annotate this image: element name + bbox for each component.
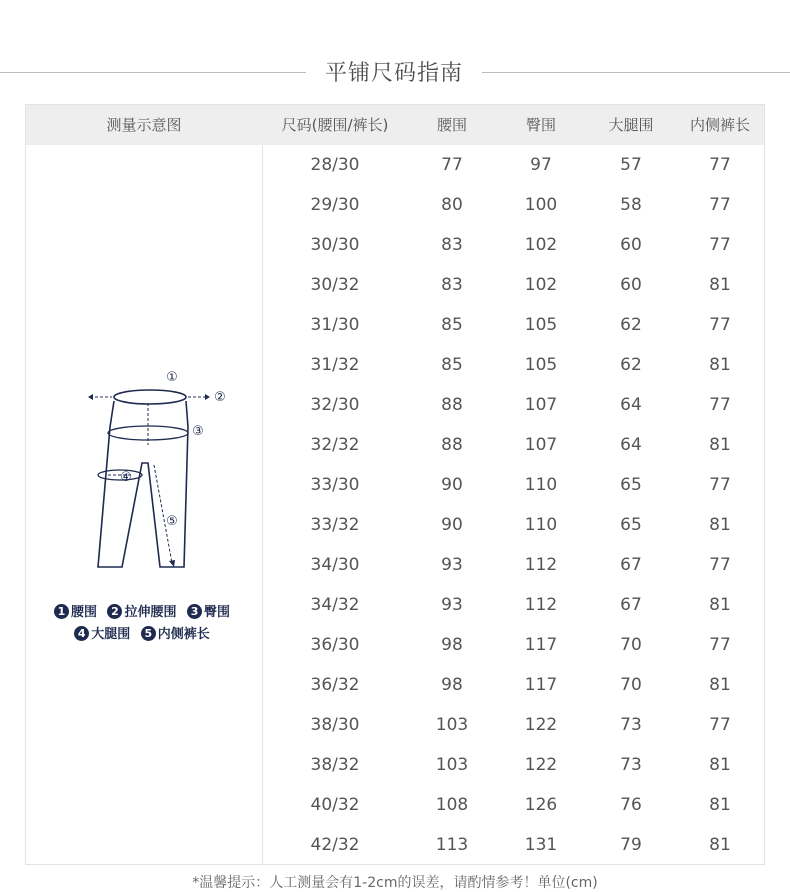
table-row (262, 705, 764, 745)
size-cell: 42/32 (310, 835, 360, 855)
waist-cell: 85 (441, 355, 463, 375)
table-row (262, 545, 764, 585)
size-cell: 30/30 (310, 235, 360, 255)
thigh-cell: 76 (620, 795, 642, 815)
hip-cell: 126 (524, 795, 558, 815)
waist-cell: 108 (435, 795, 469, 815)
hip-cell: 105 (524, 355, 558, 375)
hip-cell: 122 (524, 755, 558, 775)
hip-cell: 102 (524, 275, 558, 295)
header-hip: 臀围 (525, 116, 556, 134)
waist-cell: 93 (441, 555, 463, 575)
size-cell: 33/30 (310, 475, 360, 495)
title-row (0, 52, 790, 92)
thigh-cell: 64 (620, 435, 642, 455)
header-diagram: 测量示意图 (106, 116, 182, 134)
table-row (262, 425, 764, 465)
thigh-cell: 62 (620, 355, 642, 375)
table-row (262, 585, 764, 625)
size-cell: 36/30 (310, 635, 360, 655)
inseam-cell: 77 (709, 155, 731, 175)
header-size: 尺码(腰围/裤长) (281, 116, 389, 134)
size-cell: 40/32 (310, 795, 360, 815)
waist-cell: 93 (441, 595, 463, 615)
thigh-cell: 60 (620, 235, 642, 255)
legend-item-waist: 1 腰围 (54, 605, 97, 620)
footnote: *温馨提示：人工测量会有1-2cm的误差，请酌情参考！单位(cm) (192, 875, 598, 891)
waist-cell: 85 (441, 315, 463, 335)
inseam-cell: 77 (709, 555, 731, 575)
table-row (262, 225, 764, 265)
table-row (262, 625, 764, 665)
table-header (26, 105, 764, 145)
hip-cell: 112 (524, 555, 558, 575)
thigh-cell: 79 (620, 835, 642, 855)
size-cell: 31/32 (310, 355, 360, 375)
inseam-cell: 81 (709, 835, 731, 855)
thigh-cell: 73 (620, 715, 642, 735)
marker-2: ② (214, 390, 226, 405)
arrowhead-inseam (169, 560, 175, 567)
header-thigh: 大腿围 (608, 116, 654, 134)
marker-1: ① (166, 370, 178, 385)
table-row (262, 785, 764, 825)
waistband-shape (114, 390, 186, 404)
hip-cell: 117 (524, 635, 558, 655)
hip-cell: 110 (524, 475, 558, 495)
waist-cell: 88 (441, 435, 463, 455)
table-row (262, 825, 764, 865)
size-cell: 30/32 (310, 275, 360, 295)
thigh-cell: 67 (620, 595, 642, 615)
thigh-cell: 73 (620, 755, 642, 775)
inseam-cell: 81 (709, 355, 731, 375)
thigh-cell: 70 (620, 675, 642, 695)
thigh-cell: 58 (620, 195, 642, 215)
hip-cell: 105 (524, 315, 558, 335)
table-row (262, 745, 764, 785)
inseam-cell: 77 (709, 715, 731, 735)
table-row (262, 385, 764, 425)
thigh-cell: 70 (620, 635, 642, 655)
waist-cell: 103 (435, 755, 469, 775)
waist-cell: 98 (441, 675, 463, 695)
inseam-cell: 81 (709, 795, 731, 815)
size-cell: 36/32 (310, 675, 360, 695)
waist-cell: 83 (441, 235, 463, 255)
table-row (262, 465, 764, 505)
size-cell: 29/30 (310, 195, 360, 215)
waist-cell: 88 (441, 395, 463, 415)
waist-cell: 113 (435, 835, 469, 855)
inseam-cell: 81 (709, 275, 731, 295)
inseam-cell: 81 (709, 435, 731, 455)
inseam-cell: 77 (709, 315, 731, 335)
thigh-cell: 65 (620, 515, 642, 535)
inseam-cell: 81 (709, 515, 731, 535)
inseam-cell: 77 (709, 475, 731, 495)
pants-diagram (86, 367, 256, 597)
table-row (262, 305, 764, 345)
thigh-cell: 67 (620, 555, 642, 575)
header-waist: 腰围 (436, 116, 467, 134)
hip-cell: 131 (524, 835, 558, 855)
size-cell: 32/30 (310, 395, 360, 415)
table-row (262, 665, 764, 705)
legend-item-stretch-waist: 2 拉伸腰围 (107, 605, 176, 620)
inseam-cell: 77 (709, 395, 731, 415)
table-row (262, 345, 764, 385)
size-cell: 38/32 (310, 755, 360, 775)
title-divider-right (482, 72, 790, 73)
size-cell: 38/30 (310, 715, 360, 735)
measurement-diagram-cell (26, 145, 263, 864)
header-inseam: 内侧裤长 (689, 116, 750, 134)
size-cell: 34/30 (310, 555, 360, 575)
table-row (262, 505, 764, 545)
legend-line-2 (40, 623, 250, 642)
waist-cell: 90 (441, 475, 463, 495)
page-title: 平铺尺码指南 (324, 61, 463, 86)
size-cell: 34/32 (310, 595, 360, 615)
hip-cell: 100 (524, 195, 558, 215)
hip-cell: 107 (524, 435, 558, 455)
waist-cell: 103 (435, 715, 469, 735)
marker-3: ③ (192, 424, 204, 439)
marker-4: ④ (120, 470, 132, 485)
thigh-cell: 57 (620, 155, 642, 175)
inseam-cell: 81 (709, 675, 731, 695)
legend-line-1 (40, 601, 250, 620)
waist-cell: 98 (441, 635, 463, 655)
inseam-cell: 77 (709, 635, 731, 655)
marker-5: ⑤ (166, 514, 178, 529)
waist-cell: 80 (441, 195, 463, 215)
legend-item-hip: 3 臀围 (187, 605, 230, 620)
table-row (262, 145, 764, 185)
waist-cell: 83 (441, 275, 463, 295)
inseam-cell: 77 (709, 235, 731, 255)
title-divider-left (0, 72, 306, 73)
size-table (25, 104, 765, 865)
hip-cell: 122 (524, 715, 558, 735)
thigh-cell: 65 (620, 475, 642, 495)
size-cell: 32/32 (310, 435, 360, 455)
thigh-cell: 62 (620, 315, 642, 335)
hip-cell: 97 (530, 155, 552, 175)
hip-cell: 110 (524, 515, 558, 535)
table-row (262, 185, 764, 225)
size-cell: 31/30 (310, 315, 360, 335)
waist-cell: 90 (441, 515, 463, 535)
thigh-cell: 60 (620, 275, 642, 295)
waist-cell: 77 (441, 155, 463, 175)
hip-cell: 107 (524, 395, 558, 415)
arrowhead-right (205, 394, 210, 400)
inseam-cell: 77 (709, 195, 731, 215)
size-cell: 28/30 (310, 155, 360, 175)
thigh-cell: 64 (620, 395, 642, 415)
arrowhead-left (88, 394, 93, 400)
inseam-cell: 81 (709, 595, 731, 615)
inseam-cell: 81 (709, 755, 731, 775)
table-row (262, 265, 764, 305)
hip-cell: 102 (524, 235, 558, 255)
size-cell: 33/32 (310, 515, 360, 535)
legend-item-thigh: 4 大腿围 (74, 627, 130, 642)
legend-item-inseam: 5 内侧裤长 (141, 627, 210, 642)
hip-cell: 112 (524, 595, 558, 615)
hip-cell: 117 (524, 675, 558, 695)
